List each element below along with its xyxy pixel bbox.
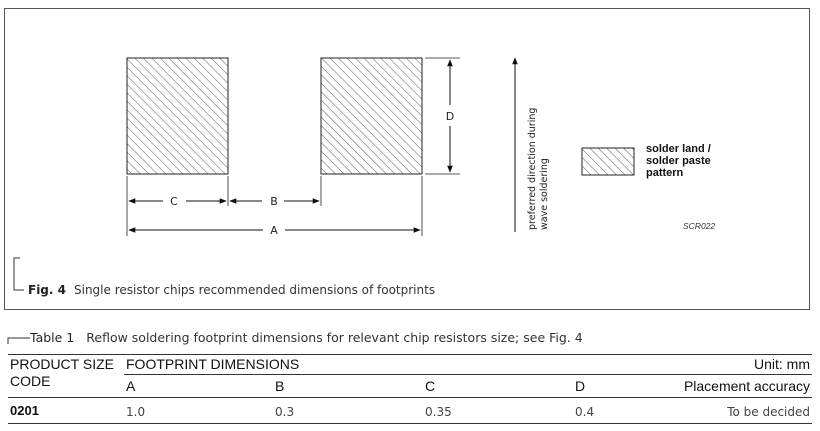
table-caption-text: Reflow soldering footprint dimensions for relevant chip resistors size; see Fig. 4 — [86, 330, 583, 345]
table-top-rule — [8, 354, 812, 355]
caption-bracket — [14, 258, 24, 290]
left-pad — [127, 58, 228, 174]
legend-text-line2: solder paste — [646, 155, 711, 167]
row-value-b: 0.3 — [275, 405, 295, 419]
footprint-dimensions-header: FOOTPRINT DIMENSIONS — [126, 356, 300, 372]
table-caption-number: Table 1 — [30, 330, 75, 345]
row-value-placement-accuracy: To be decided — [727, 405, 810, 419]
table-caption-bracket — [8, 338, 30, 344]
column-header-d: D — [575, 378, 586, 394]
header-bottom-rule — [8, 397, 812, 398]
figure-caption — [28, 283, 435, 297]
column-header-a: A — [126, 378, 136, 394]
table-caption — [30, 330, 583, 345]
direction-text-line1: preferred direction during — [527, 107, 538, 230]
column-header-c: C — [425, 378, 436, 394]
dimension-a-label: A — [270, 224, 278, 237]
dimension-c-label: C — [170, 195, 178, 208]
drawing-code: SCR022 — [683, 221, 716, 231]
row-value-d: 0.4 — [575, 405, 595, 419]
product-size-header-line1: PRODUCT SIZE — [10, 356, 114, 372]
header-divider — [124, 374, 812, 375]
row-value-a: 1.0 — [126, 405, 146, 419]
product-size-header-line2: CODE — [10, 373, 51, 389]
row-product-code: 0201 — [10, 403, 39, 418]
figure-caption-number: Fig. 4 — [28, 283, 66, 297]
row-value-c: 0.35 — [425, 405, 452, 419]
legend-swatch — [582, 148, 634, 175]
column-header-placement-accuracy: Placement accuracy — [683, 378, 810, 394]
table-bottom-rule — [8, 423, 812, 424]
column-header-b: B — [275, 378, 285, 394]
legend-text-line3: pattern — [646, 167, 684, 179]
figure-caption-text: Single resistor chips recommended dimensions of footprints — [74, 283, 436, 297]
unit-label: Unit: mm — [754, 356, 810, 372]
legend-text-line1: solder land / — [646, 143, 711, 155]
dimension-d-label: D — [445, 110, 455, 123]
dimension-b-label: B — [270, 195, 278, 208]
direction-text-line2: wave soldering — [539, 158, 550, 230]
right-pad — [321, 58, 422, 174]
